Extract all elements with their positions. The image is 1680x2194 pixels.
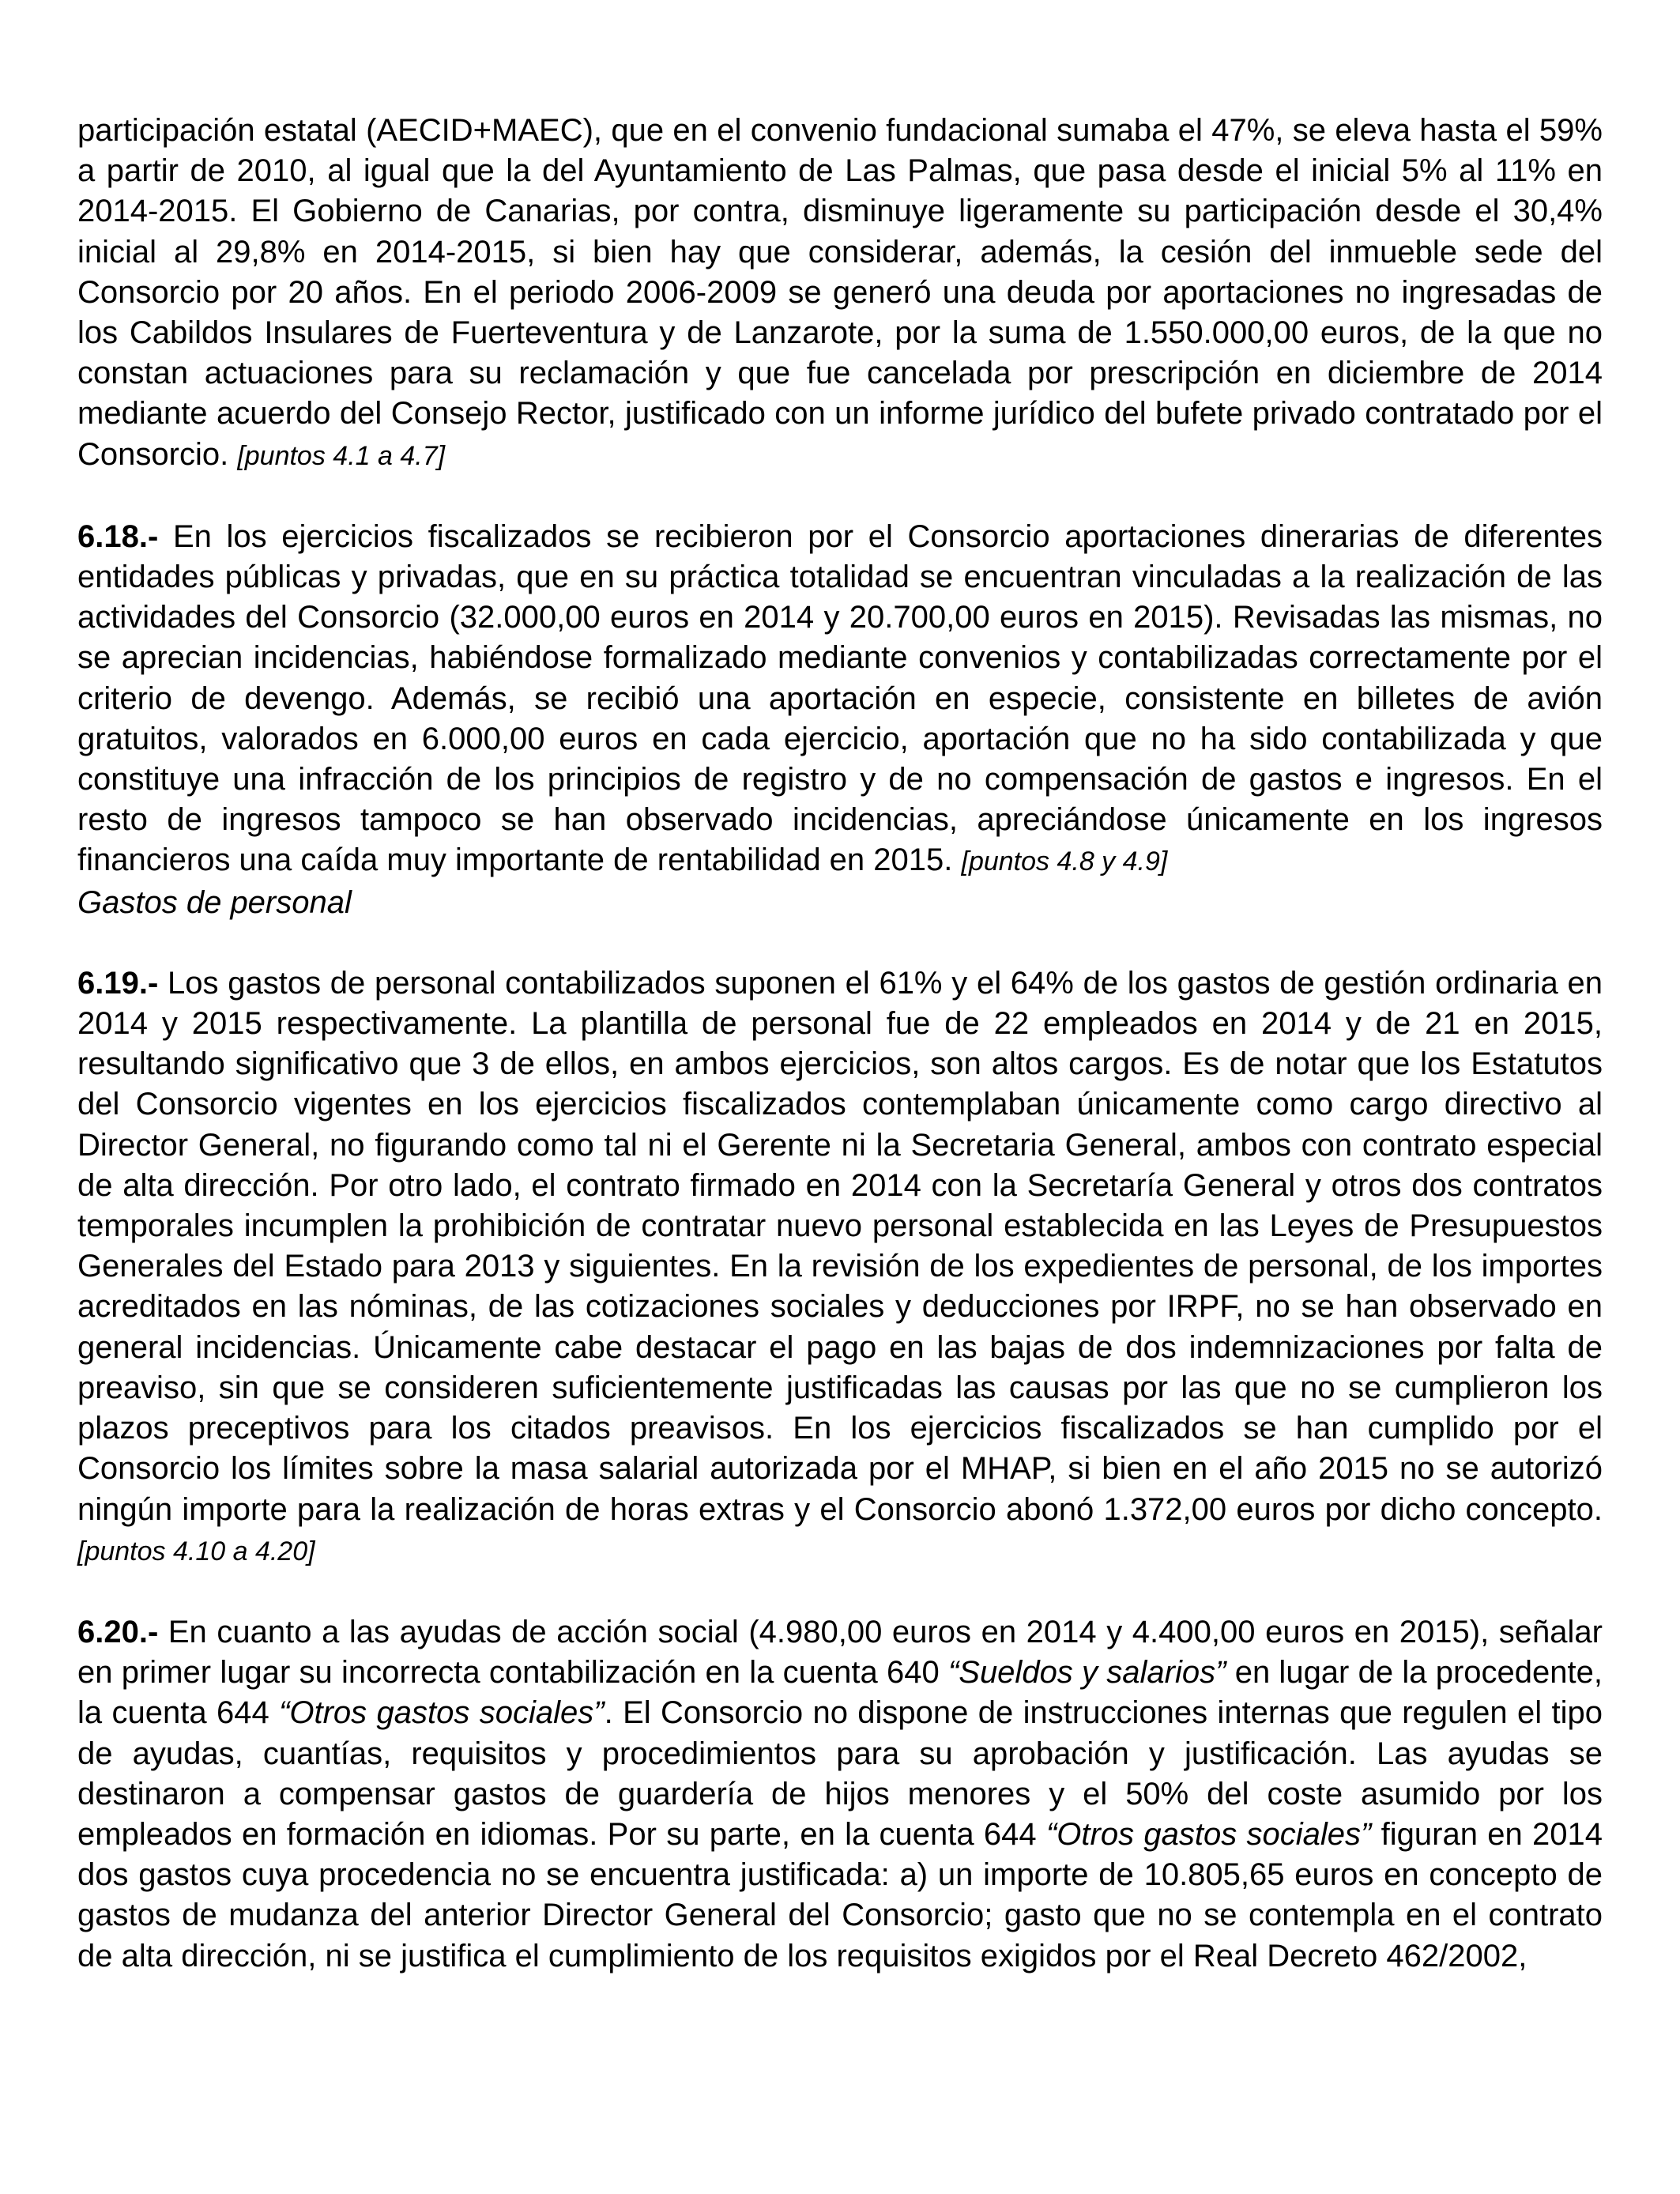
- paragraph-text: figuran en 2014 dos gastos cuya procedencia no se encuentra justificada: a) un importe de 10.805,65 euros en concepto de gastos de mudanza del anterior Director General del Consorcio; gasto que no se contempla en el contrato de alta dirección, ni se justifica el cumplimiento de los requisitos exigidos por el Real Decreto 462/2002,: [77, 1816, 1603, 1973]
- document-page: [77, 111, 1603, 1977]
- account-name: “Otros gastos sociales”: [1045, 1816, 1372, 1852]
- cross-reference: [puntos 4.10 a 4.20]: [77, 1536, 315, 1566]
- paragraph-number: 6.20.-: [77, 1614, 159, 1649]
- paragraph-text: . El Consorcio no dispone de instrucciones internas que regulen el tipo de ayudas, cuantías, requisitos y procedimientos para su aprobación y justificación. Las ayudas se destinaron a compensar gastos de guardería de hijos menores y el 50% del coste asumido por los empleados en formación en idiomas. Por su parte, en la cuenta 644: [77, 1695, 1603, 1852]
- paragraph-text: Los gastos de personal contabilizados suponen el 61% y el 64% de los gastos de gestión ordinaria en 2014 y 2015 respectivamente. La plantilla de personal fue de 22 empleados en 2014 y de 21 en 2015, resultando significativo que 3 de ellos, en ambos ejercicios, son altos cargos. Es de notar que los Estatutos del Consorcio vigentes en los ejercicios fiscalizados contemplaban únicamente como cargo directivo al Director General, no figurando como tal ni el Gerente ni la Secretaria General, ambos con contrato especial de alta dirección. Por otro lado, el contrato firmado en 2014 con la Secretaría General y otros dos contratos temporales incumplen la prohibición de contratar nuevo personal establecida en las Leyes de Presupuestos Generales del Estado para 2013 y siguientes. En la revisión de los expedientes de personal, de los importes acreditados en las nóminas, de las cotizaciones sociales y deducciones por IRPF, no se han observado en general incidencias. Únicamente cabe destacar el pago en las bajas de dos indemnizaciones por falta de preaviso, sin que se consideren suficientemente justificadas las causas por las que no se cumplieron los plazos preceptivos para los citados preavisos. En los ejercicios fiscalizados se han cumplido por el Consorcio los límites sobre la masa salarial autorizada por el MHAP, si bien en el año 2015 no se autorizó ningún importe para la realización de horas extras y el Consorcio abonó 1.372,00 euros por dicho concepto.: [77, 965, 1603, 1527]
- paragraph-text: En los ejercicios fiscalizados se recibieron por el Consorcio aportaciones dinerarias de diferentes entidades públicas y privadas, que en su práctica totalidad se encuentran vinculadas a la realización de las actividades del Consorcio (32.000,00 euros en 2014 y 20.700,00 euros en 2015). Revisadas las mismas, no se aprecian incidencias, habiéndose formalizado mediante convenios y contabilizadas correctamente por el criterio de devengo. Además, se recibió una aportación en especie, consistente en billetes de avión gratuitos, valorados en 6.000,00 euros en cada ejercicio, aportación que no ha sido contabilizada y que constituye una infracción de los principios de registro y de no compensación de gastos e ingresos. En el resto de ingresos tampoco se han observado incidencias, apreciándose únicamente en los ingresos financieros una caída muy importante de rentabilidad en 2015.: [77, 518, 1603, 878]
- cross-reference: [puntos 4.8 y 4.9]: [961, 846, 1168, 877]
- paragraph-text: En cuanto a las ayudas de acción social (4.980,00 euros en 2014 y 4.400,00 euros en 2015), señalar en primer lugar su incorrecta contabilización en la cuenta 640: [77, 1614, 1603, 1691]
- account-name: “Sueldos y salarios”: [947, 1655, 1226, 1691]
- section-heading: Gastos de personal: [77, 884, 352, 920]
- paragraph-text: participación estatal (AECID+MAEC), que en el convenio fundacional sumaba el 47%, se eleva hasta el 59% a partir de 2010, al igual que la del Ayuntamiento de Las Palmas, que pasa desde el inicial 5% al 11% en 2014-2015. El Gobierno de Canarias, por contra, disminuye ligeramente su participación desde el 30,4% inicial al 29,8% en 2014-2015, si bien hay que considerar, además, la cesión del inmueble sede del Consorcio por 20 años. En el periodo 2006-2009 se generó una deuda por aportaciones no ingresadas de los Cabildos Insulares de Fuerteventura y de Lanzarote, por la suma de 1.550.000,00 euros, de la que no constan actuaciones para su reclamación y que fue cancelada por prescripción en diciembre de 2014 mediante acuerdo del Consejo Rector, justificado con un informe jurídico del bufete privado contratado por el Consorcio.: [77, 113, 1603, 472]
- paragraph-text: en lugar de la procedente, la cuenta 644: [77, 1655, 1603, 1731]
- cross-reference: [puntos 4.1 a 4.7]: [237, 440, 446, 471]
- paragraph-number: 6.19.-: [77, 965, 159, 1001]
- account-name: “Otros gastos sociales”: [279, 1695, 605, 1731]
- paragraph-continuation: [77, 111, 1603, 477]
- paragraph-6-19: [77, 963, 1603, 1572]
- paragraph-number: 6.18.-: [77, 518, 159, 554]
- paragraph-6-18: [77, 517, 1603, 883]
- paragraph-6-20: [77, 1612, 1603, 1977]
